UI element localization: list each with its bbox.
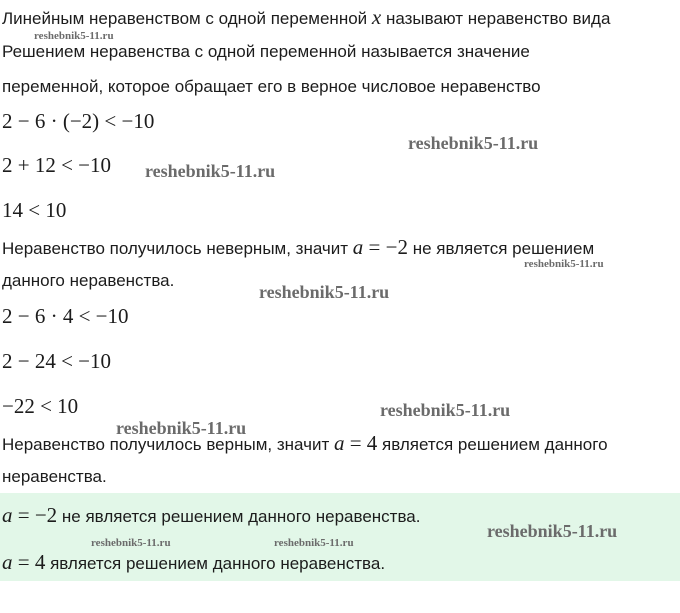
watermark: reshebnik5-11.ru (380, 400, 511, 420)
answer-line1-text: не является решением данного неравенства. (57, 507, 421, 526)
check2-conclusion-part1: Неравенство получилось верным, значит (2, 435, 334, 454)
answer-line1-equation: = −2 (12, 503, 58, 527)
check2-conclusion-line1 (2, 432, 608, 456)
answer-line1 (2, 504, 420, 528)
intro-variable: x (371, 5, 382, 29)
check2-conclusion-part2: является решением данного (377, 435, 608, 454)
watermark: reshebnik5-11.ru (408, 133, 539, 153)
intro-text (2, 6, 610, 30)
check1-step3: 14 < 10 (2, 198, 67, 222)
watermark: reshebnik5-11.ru (91, 537, 171, 549)
check2-conclusion-equation: = 4 (344, 431, 378, 455)
check2-step1: 2 − 6 · 4 < −10 (2, 304, 129, 328)
watermark: reshebnik5-11.ru (274, 537, 354, 549)
check1-conclusion-part1: Неравенство получилось неверным, значит (2, 239, 353, 258)
check1-conclusion-line1 (2, 236, 594, 260)
check1-conclusion-equation: = −2 (363, 235, 408, 259)
watermark: reshebnik5-11.ru (487, 521, 618, 541)
answer-line1-variable: a (2, 503, 13, 527)
check1-conclusion-part2: не является решением (407, 239, 595, 258)
check2-step2: 2 − 24 < −10 (2, 349, 112, 373)
check2-step3: −22 < 10 (2, 394, 79, 418)
watermark: reshebnik5-11.ru (145, 161, 276, 181)
watermark: reshebnik5-11.ru (116, 418, 247, 438)
answer-line2-equation: = 4 (12, 550, 46, 574)
intro-part1: Линейным неравенством с одной переменной (2, 9, 372, 28)
answer-line2-variable: a (2, 550, 13, 574)
answer-line2 (2, 551, 385, 575)
check2-conclusion-line2: неравенства. (2, 467, 107, 486)
solution-definition-line1: Решением неравенства с одной переменной называется значение (2, 42, 530, 61)
watermark: reshebnik5-11.ru (34, 30, 114, 42)
watermark: reshebnik5-11.ru (259, 282, 390, 302)
check1-conclusion-variable: a (352, 235, 364, 259)
check1-step2: 2 + 12 < −10 (2, 153, 112, 177)
check1-conclusion-line2: данного неравенства. (2, 271, 175, 290)
solution-definition-line2: переменной, которое обращает его в верное числовое неравенство (2, 77, 541, 96)
answer-line2-text: является решением данного неравенства. (45, 554, 386, 573)
check1-step1: 2 − 6 · (−2) < −10 (2, 109, 155, 133)
watermark: reshebnik5-11.ru (524, 258, 604, 270)
intro-part2: называют неравенство вида (381, 9, 611, 28)
check2-conclusion-variable: a (333, 431, 345, 455)
